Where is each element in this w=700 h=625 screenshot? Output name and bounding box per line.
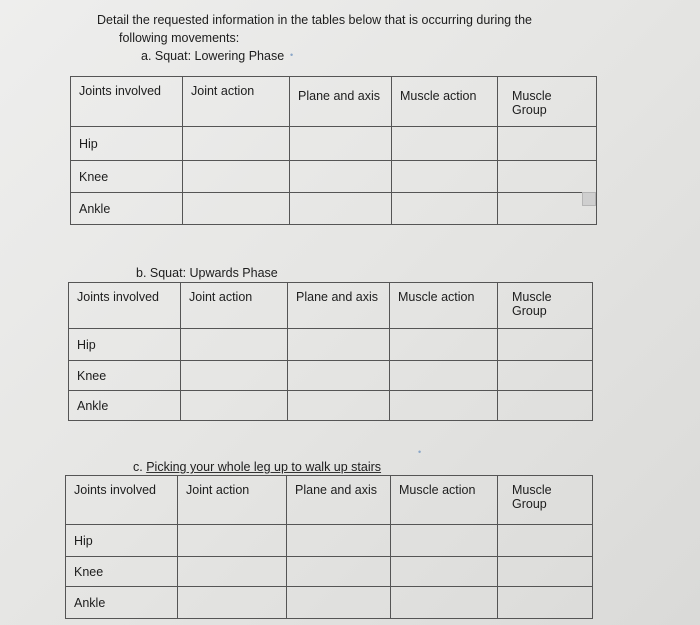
table-row [71,127,597,161]
answer-cell[interactable] [498,391,593,421]
table-header-row [66,476,593,525]
header-muscle-action: Muscle action [392,77,498,127]
section-c-underlined-text: Picking your whole leg up to walk up stairs [146,460,382,474]
header-muscle-group-line2: Group [512,304,547,318]
answer-cell[interactable] [181,329,288,361]
answer-cell[interactable] [178,525,287,557]
answer-cell[interactable] [392,161,498,193]
table-row [69,361,593,391]
answer-cell[interactable] [178,557,287,587]
answer-cell[interactable] [290,193,392,225]
section-c-title [133,460,381,474]
answer-cell[interactable] [287,525,391,557]
answer-cell[interactable] [183,193,290,225]
answer-cell[interactable] [498,525,593,557]
section-a-title: a. Squat: Lowering Phase [141,49,285,63]
answer-cell[interactable] [181,361,288,391]
answer-cell[interactable] [183,161,290,193]
answer-cell[interactable] [183,127,290,161]
table-header-row [71,77,597,127]
answer-cell[interactable] [287,557,391,587]
answer-cell[interactable] [288,391,390,421]
table-header-row [69,283,593,329]
answer-cell[interactable] [498,329,593,361]
instructions [97,11,577,65]
joint-label: Hip [71,127,183,161]
instructions-line-2: following movements: [119,31,240,45]
table-row [71,193,597,225]
section-b-title: b. Squat: Upwards Phase [136,266,278,280]
answer-cell[interactable] [288,361,390,391]
table-row [71,161,597,193]
answer-cell[interactable] [498,361,593,391]
answer-cell[interactable] [498,587,593,619]
joint-label: Knee [66,557,178,587]
header-joints-involved: Joints involved [66,476,178,525]
joint-label: Ankle [66,587,178,619]
instructions-line-1: Detail the requested information in the tables below that is occurring during the [97,13,532,27]
header-muscle-group [498,77,597,127]
table-walk-stairs [65,475,593,619]
answer-cell[interactable] [390,329,498,361]
header-muscle-group [498,476,593,525]
joint-label: Hip [69,329,181,361]
answer-cell[interactable] [498,557,593,587]
header-joint-action: Joint action [178,476,287,525]
answer-cell[interactable] [390,361,498,391]
answer-cell[interactable] [287,587,391,619]
header-muscle-group [498,283,593,329]
answer-cell[interactable] [391,525,498,557]
answer-cell[interactable] [392,127,498,161]
table-row [66,557,593,587]
answer-cell[interactable] [498,161,597,193]
table-row [66,525,593,557]
answer-cell[interactable] [181,391,288,421]
header-muscle-action: Muscle action [391,476,498,525]
header-muscle-group-line2: Group [512,497,547,511]
table-row [69,391,593,421]
header-plane-axis: Plane and axis [287,476,391,525]
header-joint-action: Joint action [181,283,288,329]
answer-cell[interactable] [290,127,392,161]
header-muscle-group-line2: Group [512,103,547,117]
joint-label: Knee [69,361,181,391]
table-row [69,329,593,361]
answer-cell[interactable] [178,587,287,619]
joint-label: Ankle [71,193,183,225]
header-muscle-action: Muscle action [390,283,498,329]
answer-cell[interactable] [392,193,498,225]
answer-cell[interactable] [288,329,390,361]
scroll-handle[interactable] [582,192,596,206]
header-muscle-group-line1: Muscle [512,483,552,497]
header-joints-involved: Joints involved [71,77,183,127]
header-joints-involved: Joints involved [69,283,181,329]
table-squat-upwards [68,282,593,421]
joint-label: Knee [71,161,183,193]
header-joint-action: Joint action [183,77,290,127]
table-squat-lowering [70,76,597,225]
answer-cell[interactable] [391,587,498,619]
joint-label: Ankle [69,391,181,421]
section-c-prefix: c. [133,460,147,474]
header-muscle-group-line1: Muscle [512,290,552,304]
joint-label: Hip [66,525,178,557]
answer-cell[interactable] [391,557,498,587]
answer-cell[interactable] [498,127,597,161]
table-row [66,587,593,619]
answer-cell[interactable] [290,161,392,193]
stray-dot: • [418,447,422,457]
header-muscle-group-line1: Muscle [512,89,552,103]
stray-dot: • [290,50,294,60]
answer-cell[interactable] [390,391,498,421]
header-plane-axis: Plane and axis [288,283,390,329]
header-plane-axis: Plane and axis [290,77,392,127]
